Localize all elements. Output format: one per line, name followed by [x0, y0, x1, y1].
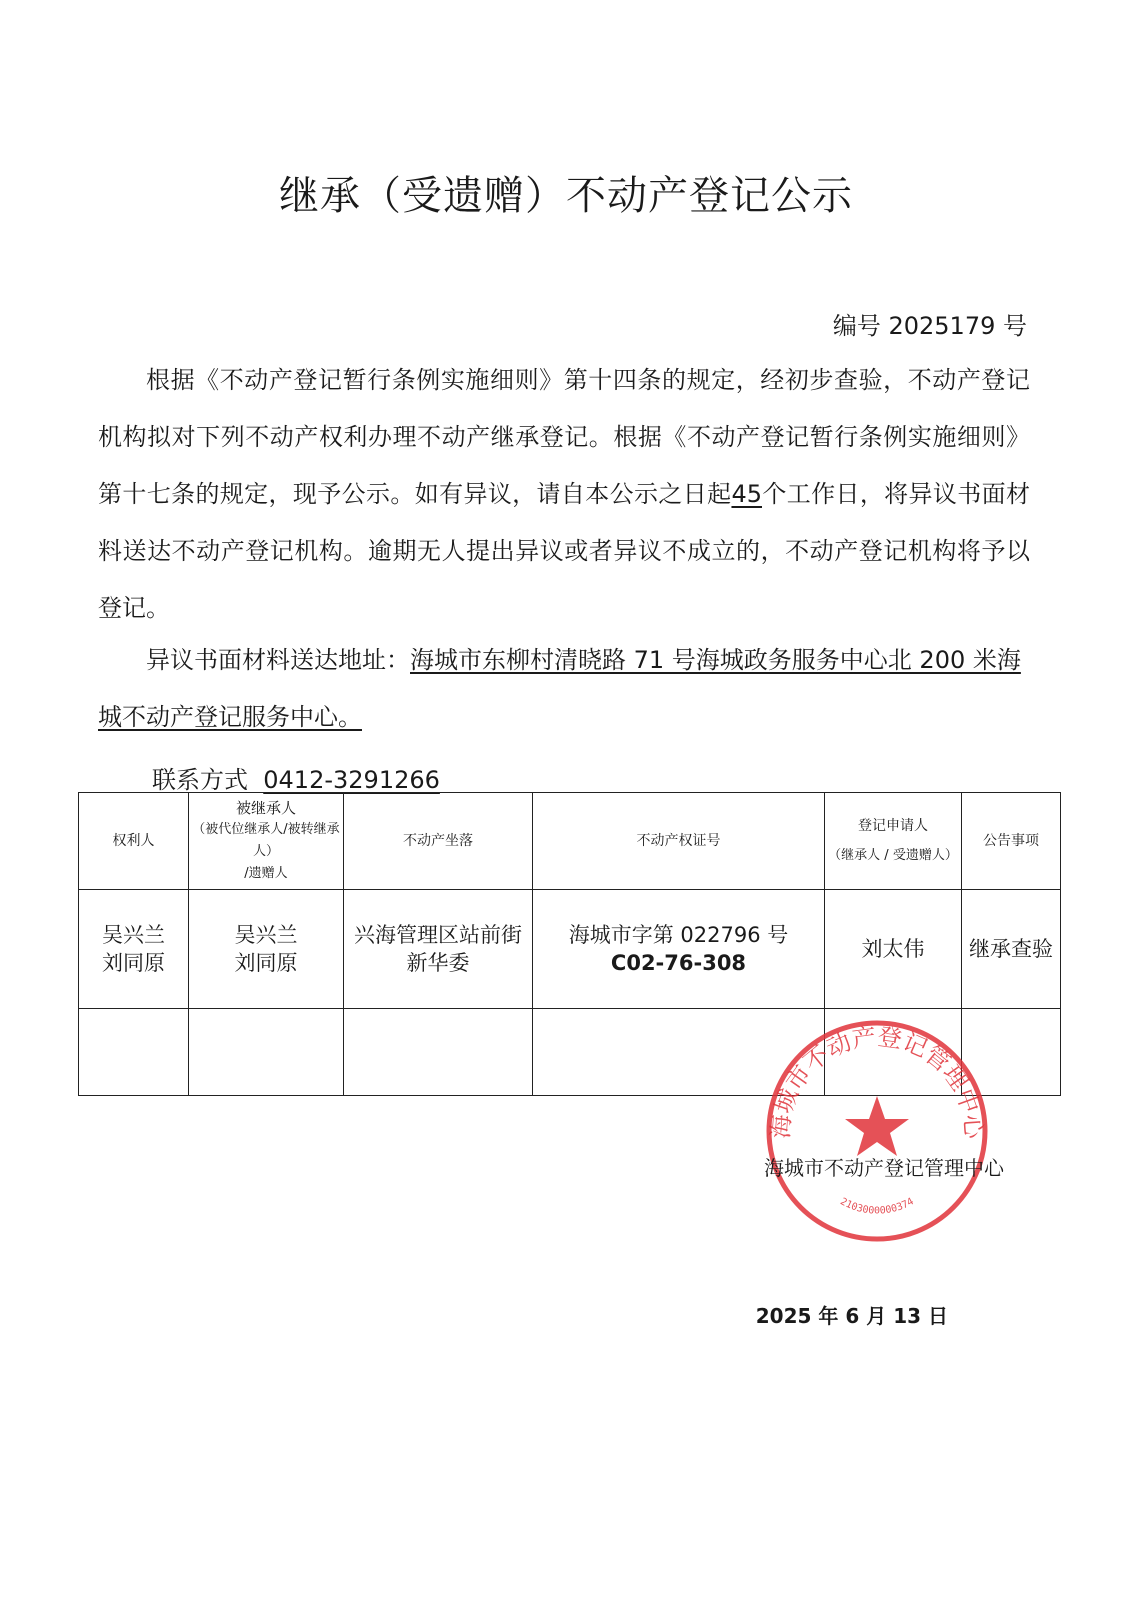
- table-row: [79, 890, 1061, 1009]
- notice-body: [98, 352, 1030, 637]
- cell-matter: 继承查验: [962, 890, 1061, 1009]
- header-certificate: 不动产权证号: [533, 793, 825, 890]
- header-decedent: 被继承人 （被代位继承人/被转继承人） /遗赠人: [189, 793, 344, 890]
- address-label: 异议书面材料送达地址：: [146, 646, 410, 674]
- document-number: 编号 2025179 号: [832, 312, 1027, 340]
- empty-cell: [344, 1009, 533, 1096]
- issuing-authority: 海城市不动产登记管理中心: [764, 1156, 1004, 1180]
- seal-code: 2103000000374: [838, 1196, 916, 1217]
- objection-address: [98, 632, 1030, 746]
- contact-label: 联系方式: [152, 766, 248, 794]
- contact-phone: 0412-3291266: [263, 766, 440, 794]
- cell-applicant: 刘太伟: [825, 890, 962, 1009]
- notice-date: 2025 年 6 月 13 日: [755, 1304, 948, 1328]
- header-location: 不动产坐落: [344, 793, 533, 890]
- seal-text: 海城市不动产登记管理中心: [766, 1022, 988, 1140]
- header-matter: 公告事项: [962, 793, 1061, 890]
- seal-star-icon: [845, 1096, 909, 1156]
- contact-info: [152, 760, 440, 795]
- notice-title: 继承（受遗赠）不动产登记公示: [279, 173, 853, 219]
- address-value: 海城市东柳村清晓路 71 号海城政务服务中心北 200 米海城不动产登记服务中心。: [98, 646, 1021, 731]
- objection-days: 45: [731, 480, 762, 508]
- cell-holder: 吴兴兰 刘同原: [79, 890, 189, 1009]
- body-text-part1: 根据《不动产登记暂行条例实施细则》第十四条的规定，经初步查验，不动产登记机构拟对下列不动产权利办理不动产继承登记。根据《不动产登记暂行条例实施细则》第十七条的规定，现予公示。如有异议，请自本公示之日起: [98, 366, 1030, 508]
- body-text-part2: 个工作日，将异议书面材料送达不动产登记机构。逾期无人提出异议或者异议不成立的，不动产登记机构将予以登记。: [98, 480, 1030, 622]
- table-header-row: [79, 793, 1061, 890]
- cell-location: 兴海管理区站前街 新华委: [344, 890, 533, 1009]
- empty-cell: [79, 1009, 189, 1096]
- cell-certificate: 海城市字第 022796 号 C02-76-308: [533, 890, 825, 1009]
- header-applicant: 登记申请人 （继承人 / 受遗赠人）: [825, 793, 962, 890]
- header-holder: 权利人: [79, 793, 189, 890]
- official-seal: [764, 1018, 990, 1244]
- cell-decedent: 吴兴兰 刘同原: [189, 890, 344, 1009]
- empty-cell: [189, 1009, 344, 1096]
